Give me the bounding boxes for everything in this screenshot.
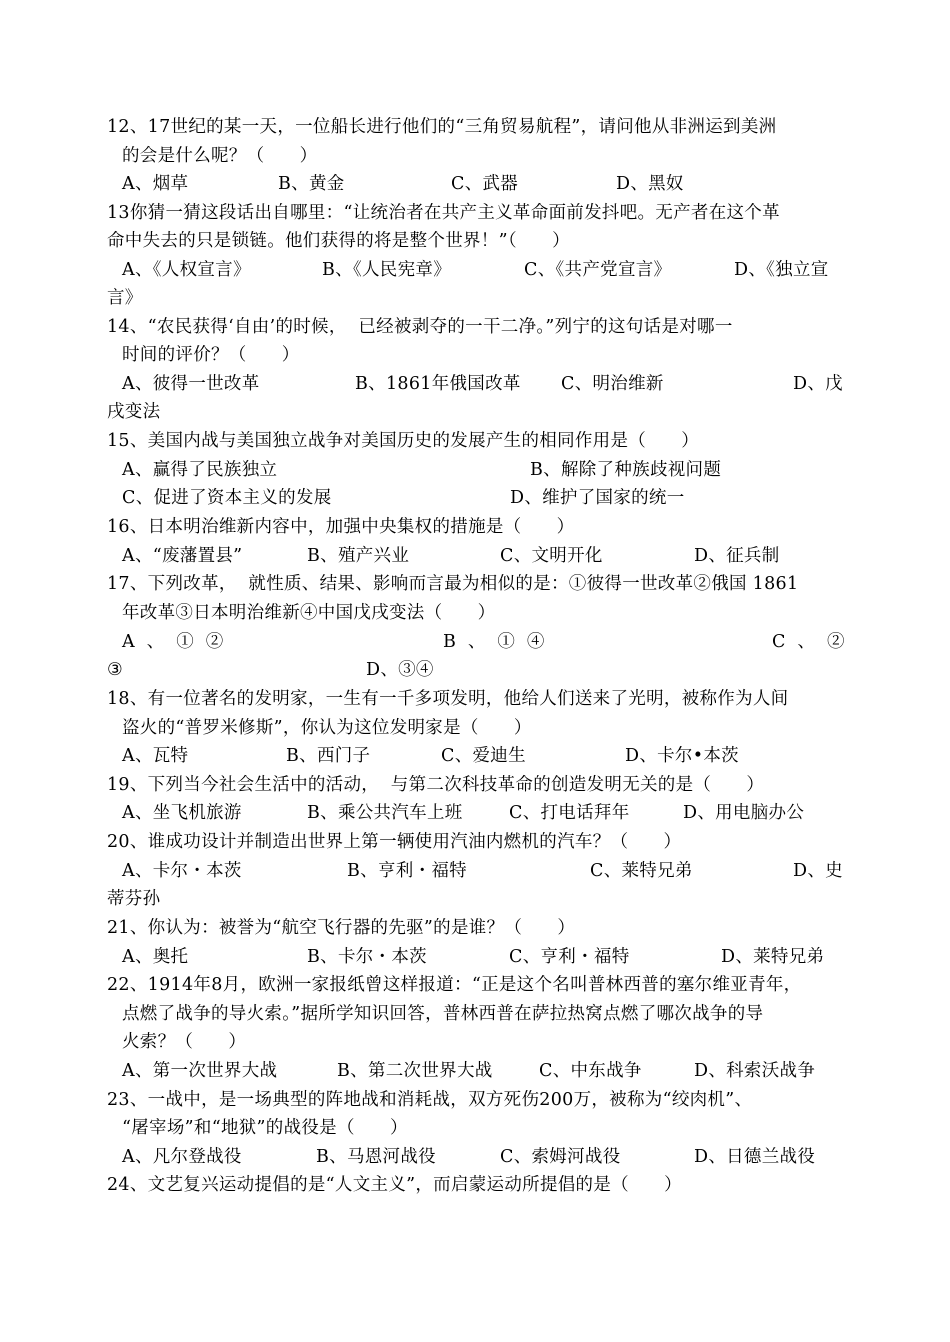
question-23-text: “屠宰场”和“地狱”的战役是（ ）	[122, 1118, 408, 1138]
option-b: B、卡尔・本茨	[307, 947, 427, 967]
option-d: D、③④	[366, 660, 434, 680]
option-a: A、凡尔登战役	[122, 1147, 242, 1167]
option-a: A、彼得一世改革	[122, 374, 260, 394]
option-c: C、促进了资本主义的发展	[122, 488, 332, 508]
question-20-text: 20、谁成功设计并制造出世界上第一辆使用汽油内燃机的汽车？（ ）	[107, 832, 682, 852]
option-c: C、武器	[451, 174, 519, 194]
question-12-text: 12、17世纪的某一天，一位船长进行他们的“三角贸易航程”，请问他从非洲运到美洲	[107, 117, 777, 137]
question-12-text: 的会是什么呢？（ ）	[122, 146, 318, 166]
question-17-text: 17、下列改革， 就性质、结果、影响而言最为相似的是：①彼得一世改革②俄国 1861	[107, 574, 799, 594]
option-d-continued: 言》	[107, 288, 143, 308]
option-c: C、莱特兄弟	[590, 861, 693, 881]
option-d: D、《独立宣	[734, 260, 829, 280]
option-b: B、《人民宪章》	[322, 260, 452, 280]
question-22-text: 22、1914年8月，欧洲一家报纸曾这样报道：“正是这个名叫普林西普的塞尔维亚青年，	[107, 975, 802, 995]
option-b: B 、 ① ④	[443, 632, 545, 652]
question-22-text: 火索？（ ）	[122, 1032, 247, 1052]
option-d: D、史	[793, 861, 843, 881]
option-c: C、《共产党宣言》	[524, 260, 672, 280]
option-a: A、瓦特	[122, 746, 189, 766]
question-16-text: 16、日本明治维新内容中，加强中央集权的措施是（ ）	[107, 517, 575, 537]
option-b: B、乘公共汽车上班	[307, 803, 463, 823]
option-d: D、征兵制	[694, 546, 780, 566]
option-a: A、“废藩置县”	[122, 546, 243, 566]
option-b: B、亨利・福特	[347, 861, 467, 881]
option-a: A、卡尔・本茨	[122, 861, 242, 881]
option-d: D、用电脑办公	[683, 803, 805, 823]
option-d: D、科索沃战争	[694, 1061, 816, 1081]
question-14-text: 14、“农民获得‘自由’的时候， 已经被剥夺的一干二净。”列宁的这句话是对哪一	[107, 317, 733, 337]
question-15-text: 15、美国内战与美国独立战争对美国历史的发展产生的相同作用是（ ）	[107, 431, 700, 451]
option-d-continued: 戌变法	[107, 402, 161, 422]
option-a: A、坐飞机旅游	[122, 803, 242, 823]
option-c: C 、 ②	[772, 632, 845, 652]
question-24-text: 24、文艺复兴运动提倡的是“人文主义”，而启蒙运动所提倡的是（ ）	[107, 1175, 682, 1195]
question-17-text: 年改革③日本明治维新④中国戊戌变法（ ）	[122, 603, 496, 623]
option-c: C、打电话拜年	[509, 803, 630, 823]
question-19-text: 19、下列当今社会生活中的活动， 与第二次科技革命的创造发明无关的是（ ）	[107, 775, 765, 795]
option-a: A、赢得了民族独立	[122, 460, 278, 480]
option-c: C、明治维新	[561, 374, 664, 394]
question-14-text: 时间的评价？（ ）	[122, 345, 300, 365]
option-c-continued: ③	[107, 660, 123, 680]
question-13-text: 13你猜一猜这段话出自哪里：“让统治者在共产主义革命面前发抖吧。无产者在这个革	[107, 203, 780, 223]
option-c: C、亨利・福特	[509, 947, 630, 967]
option-a: A 、 ① ②	[122, 632, 224, 652]
option-a: A、第一次世界大战	[122, 1061, 278, 1081]
question-23-text: 23、一战中，是一场典型的阵地战和消耗战，双方死伤200万，被称为“绞肉机”、	[107, 1090, 753, 1110]
option-d: D、黑奴	[616, 174, 684, 194]
option-d: D、维护了国家的统一	[510, 488, 685, 508]
option-c: C、文明开化	[500, 546, 603, 566]
question-18-text: 18、有一位著名的发明家，一生有一千多项发明，他给人们送来了光明，被称作为人间	[107, 689, 789, 709]
option-c: C、索姆河战役	[500, 1147, 621, 1167]
option-d: D、戊	[793, 374, 843, 394]
option-b: B、解除了种族歧视问题	[530, 460, 722, 480]
option-a: A、《人权宣言》	[122, 260, 251, 280]
question-18-text: 盗火的“普罗米修斯”，你认为这位发明家是（ ）	[122, 718, 532, 738]
option-b: B、第二次世界大战	[337, 1061, 493, 1081]
option-a: A、烟草	[122, 174, 189, 194]
option-b: B、1861年俄国改革	[355, 374, 521, 394]
option-c: C、中东战争	[539, 1061, 642, 1081]
question-22-text: 点燃了战争的导火索。”据所学知识回答，普林西普在萨拉热窝点燃了哪次战争的导	[122, 1004, 764, 1024]
option-b: B、马恩河战役	[316, 1147, 436, 1167]
option-d: D、卡尔•本茨	[625, 746, 739, 766]
option-d: D、莱特兄弟	[721, 947, 825, 967]
option-c: C、爱迪生	[441, 746, 526, 766]
option-b: B、西门子	[286, 746, 371, 766]
question-13-text: 命中失去的只是锁链。他们获得的将是整个世界！”（ ）	[107, 231, 570, 251]
option-b: B、黄金	[278, 174, 345, 194]
option-d-continued: 蒂芬孙	[107, 889, 161, 909]
option-a: A、奥托	[122, 947, 189, 967]
question-21-text: 21、你认为：被誉为“航空飞行器的先驱”的是谁？（ ）	[107, 918, 576, 938]
option-d: D、日德兰战役	[694, 1147, 816, 1167]
option-b: B、殖产兴业	[307, 546, 410, 566]
